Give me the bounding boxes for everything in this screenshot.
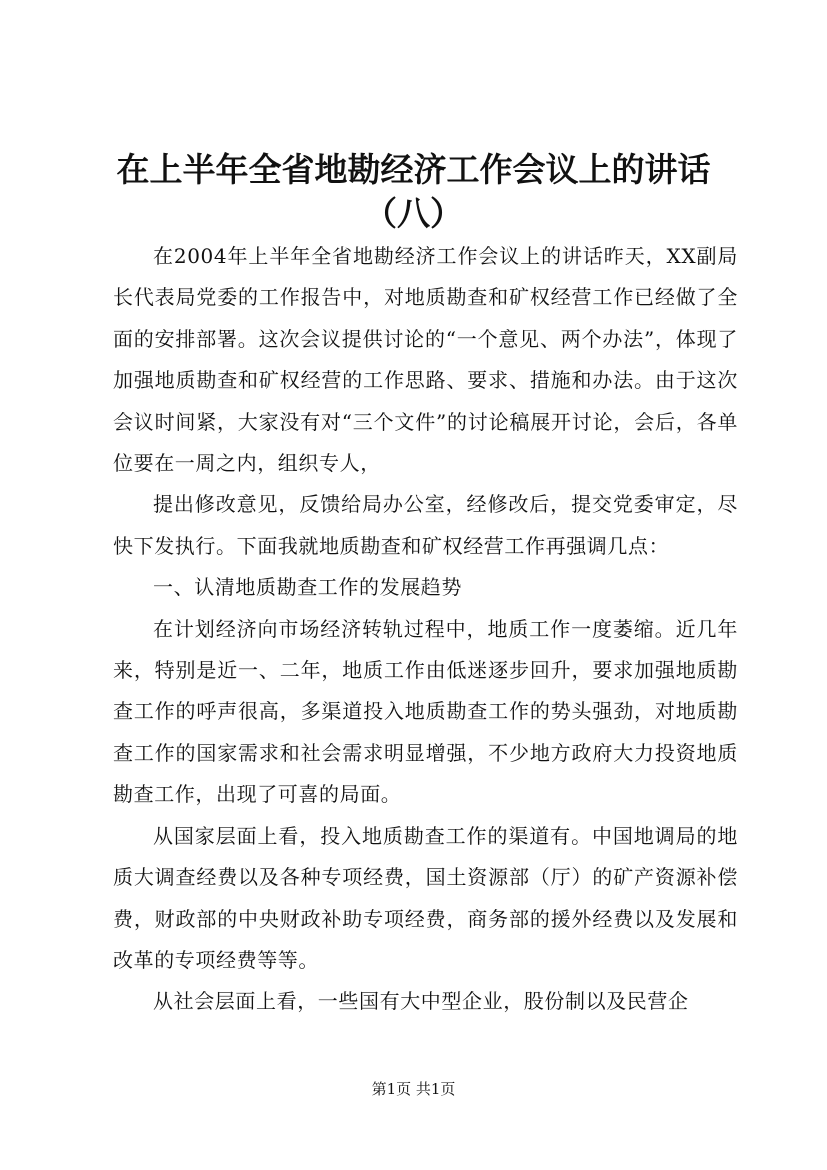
- paragraph-intro: 在2004年上半年全省地勘经济工作会议上的讲话昨天，XX副局长代表局党委的工作报告中，对地质勘查和矿权经营工作已经做了全面的安排部署。这次会议提供讨论的“一个意见、两个办法”，体现了加强地质勘查和矿权经营的工作思路、要求、措施和办法。由于这次会议时间紧，大家没有对“三个文件”的讨论稿展开讨论，会后，各单位要在一周之内，组织专人，: [113, 244, 738, 476]
- document-body: [113, 236, 738, 1023]
- page-footer: 第1页 共1页: [371, 1080, 456, 1098]
- paragraph-trend: 在计划经济向市场经济转轨过程中，地质工作一度萎缩。近几年来，特别是近一、二年，地质工作由低迷逐步回升，要求加强地质勘查工作的呼声很高，多渠道投入地质勘查工作的势头强劲，对地质勘查工作的国家需求和社会需求明显增强，不少地方政府大力投资地质勘查工作，出现了可喜的局面。: [113, 616, 738, 807]
- paragraph-social-level: 从社会层面上看，一些国有大中型企业，股份制以及民营企: [153, 989, 689, 1014]
- section-heading: 一、认清地质勘查工作的发展趋势: [153, 575, 462, 600]
- paragraph-national-level: 从国家层面上看，投入地质勘查工作的渠道有。中国地调局的地质大调查经费以及各种专项经费，国土资源部（厅）的矿产资源补偿费，财政部的中央财政补助专项经费，商务部的援外经费以及发展和改革的专项经费等等。: [113, 823, 738, 972]
- document-title-suffix: （八）: [364, 194, 463, 233]
- document-title: 在上半年全省地勘经济工作会议上的讲话: [116, 150, 711, 189]
- paragraph-feedback: 提出修改意见，反馈给局办公室，经修改后，提交党委审定，尽快下发执行。下面我就地质勘查和矿权经营工作再强调几点：: [113, 492, 738, 558]
